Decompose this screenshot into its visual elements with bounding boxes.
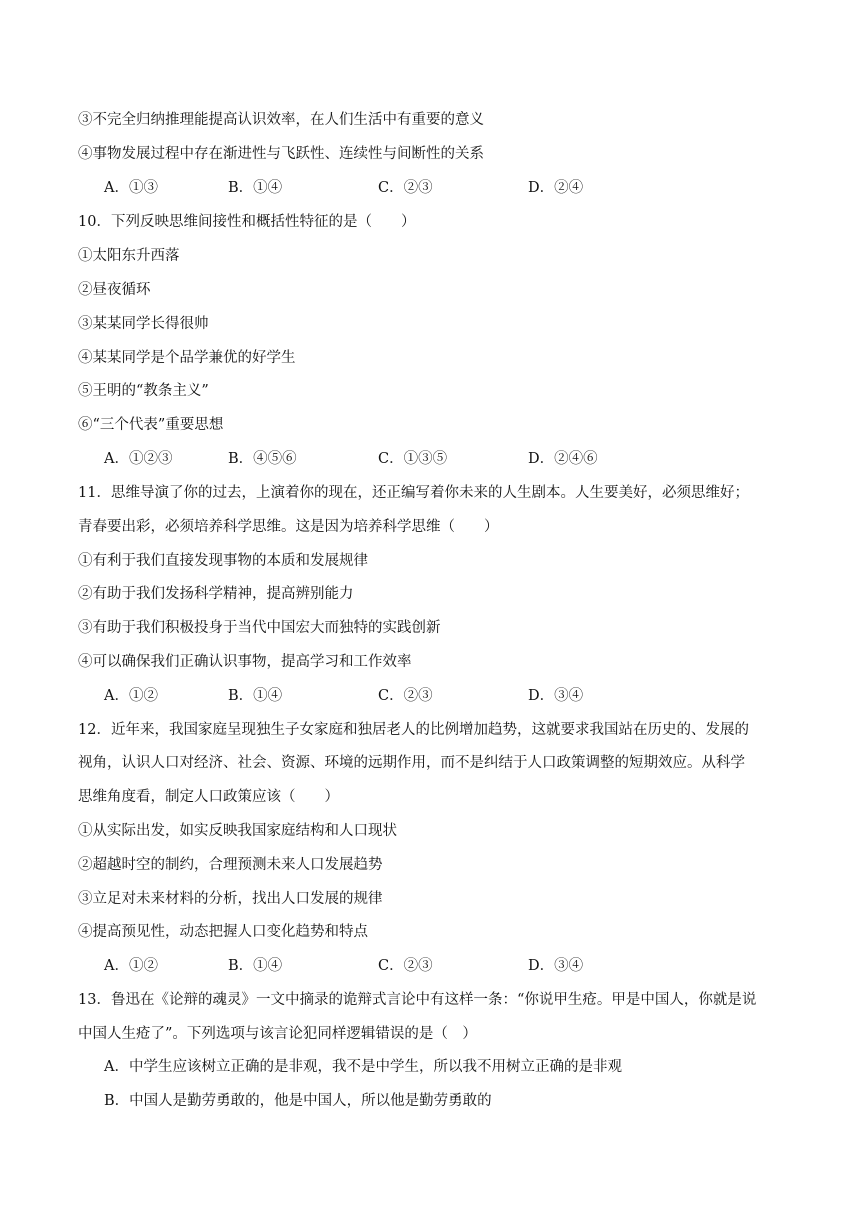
q13-choice-b: B．中国人是勤劳勇敢的，他是中国人，所以他是勤劳勇敢的 <box>104 1093 492 1109</box>
q9-option-b: B．①④ <box>228 180 283 196</box>
q12-stem-line-1: 12．近年来，我国家庭呈现独生子女家庭和独居老人的比例增加趋势，这就要求我国站在历史的、发展的 <box>78 722 749 738</box>
q13-choice-a: A．中学生应该树立正确的是非观，我不是中学生，所以我不用树立正确的是非观 <box>104 1059 622 1075</box>
q12-stem-line-2: 视角，认识人口对经济、社会、资源、环境的远期作用，而不是纠结于人口政策调整的短期效应。从科学 <box>78 755 745 771</box>
q12-stem-line-3: 思维角度看，制定人口政策应该（ ） <box>78 789 339 805</box>
q10-item-3: ③某某同学长得很帅 <box>78 316 209 332</box>
q12-option-c: C．②③ <box>378 958 433 974</box>
q10-item-4: ④某某同学是个品学兼优的好学生 <box>78 350 296 366</box>
q10-option-c: C．①③⑤ <box>378 451 448 467</box>
q10-option-b: B．④⑤⑥ <box>228 451 297 467</box>
q11-stem-line-1: 11．思维导演了你的过去，上演着你的现在，还正编写着你未来的人生剧本。人生要美好，必须思维好； <box>78 485 749 501</box>
q11-item-4: ④可以确保我们正确认识事物，提高学习和工作效率 <box>78 654 412 670</box>
q12-item-3: ③立足对未来材料的分析，找出人口发展的规律 <box>78 891 383 907</box>
q11-item-3: ③有助于我们积极投身于当代中国宏大而独特的实践创新 <box>78 620 441 636</box>
q12-option-b: B．①④ <box>228 958 283 974</box>
q11-option-b: B．①④ <box>228 688 283 704</box>
q11-option-d: D．③④ <box>528 688 584 704</box>
q11-option-c: C．②③ <box>378 688 433 704</box>
q10-option-a: A．①②③ <box>104 451 173 467</box>
q13-stem-line-1: 13．鲁迅在《论辩的魂灵》一文中摘录的诡辩式言论中有这样一条：“你说甲生疮。甲是中国人，你就是说 <box>78 992 757 1008</box>
q12-item-4: ④提高预见性，动态把握人口变化趋势和特点 <box>78 924 368 940</box>
q10-stem: 10．下列反映思维间接性和概括性特征的是（ ） <box>78 214 416 230</box>
q11-item-1: ①有利于我们直接发现事物的本质和发展规律 <box>78 553 368 569</box>
q9-item-4: ④事物发展过程中存在渐进性与飞跃性、连续性与间断性的关系 <box>78 146 484 162</box>
q11-option-a: A．①② <box>104 688 158 704</box>
q13-stem-line-2: 中国人生疮了”。下列选项与该言论犯同样逻辑错误的是（ ） <box>78 1026 477 1042</box>
q11-stem-line-2: 青春要出彩，必须培养科学思维。这是因为培养科学思维（ ） <box>78 519 499 535</box>
q9-option-c: C．②③ <box>378 180 433 196</box>
q12-option-d: D．③④ <box>528 958 584 974</box>
q9-option-a: A．①③ <box>104 180 158 196</box>
q10-option-d: D．②④⑥ <box>528 451 598 467</box>
q10-item-5: ⑤王明的“教条主义” <box>78 383 209 399</box>
q12-item-2: ②超越时空的制约，合理预测未来人口发展趋势 <box>78 857 383 873</box>
q12-item-1: ①从实际出发，如实反映我国家庭结构和人口现状 <box>78 823 397 839</box>
q11-item-2: ②有助于我们发扬科学精神，提高辨别能力 <box>78 586 354 602</box>
q10-item-2: ②昼夜循环 <box>78 282 151 298</box>
q12-option-a: A．①② <box>104 958 158 974</box>
q10-item-6: ⑥“三个代表”重要思想 <box>78 417 224 433</box>
q9-option-d: D．②④ <box>528 180 584 196</box>
q9-item-3: ③不完全归纳推理能提高认识效率，在人们生活中有重要的意义 <box>78 112 484 128</box>
q10-item-1: ①太阳东升西落 <box>78 248 180 264</box>
